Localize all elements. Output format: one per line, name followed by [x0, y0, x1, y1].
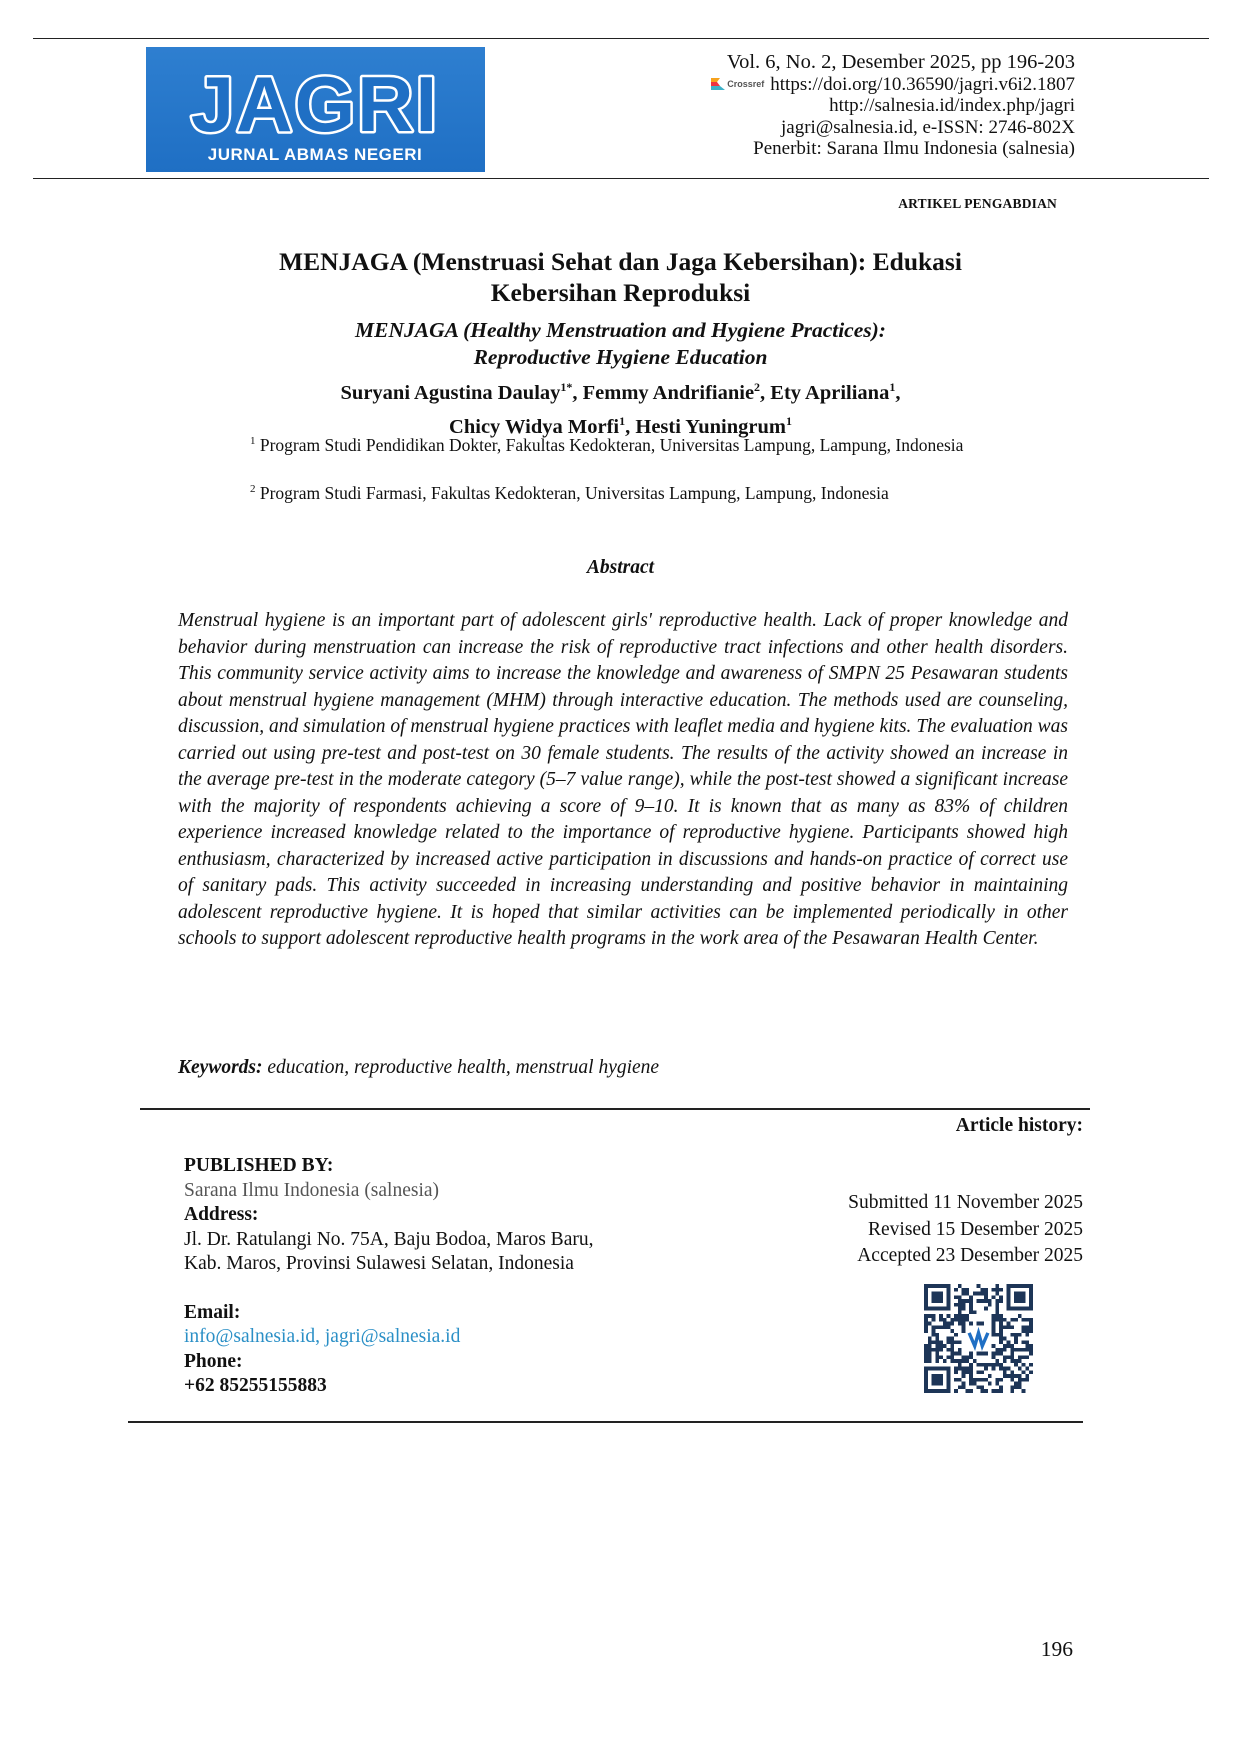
jagri-logo [146, 47, 485, 172]
abstract-heading: Abstract [586, 557, 655, 578]
article-subtitle [0, 317, 1241, 371]
authors-line-2: Chicy Widya Morfi$^1$, Hesti Yuningrum$^1$ [449, 413, 792, 438]
info-top-rule [140, 1108, 1090, 1110]
address-line-2: Kab. Maros, Provinsi Sulawesi Selatan, Indonesia [184, 1253, 574, 1274]
accepted-date: Accepted 23 Desember 2025 [857, 1245, 1083, 1266]
email-value[interactable]: info@salnesia.id, jagri@salnesia.id [184, 1326, 461, 1347]
journal-url[interactable]: http://salnesia.id/index.php/jagri [829, 95, 1075, 116]
published-by-label: PUBLISHED BY: [184, 1155, 334, 1176]
doi-link[interactable]: https://doi.org/10.36590/jagri.v6i2.1807 [770, 73, 1075, 95]
crossref-badge [711, 74, 764, 96]
address-line-1: Jl. Dr. Ratulangi No. 75A, Baju Bodoa, Maros Baru, [184, 1228, 594, 1250]
phone-label: Phone: [184, 1350, 243, 1372]
affiliation-2 [250, 478, 1042, 504]
qr-code-image [924, 1284, 1033, 1393]
crossref-icon [711, 78, 725, 90]
doi-row [711, 74, 1075, 96]
author-name: Chicy Widya Morfi [449, 415, 620, 438]
keywords-value: education, reproductive health, menstrual hygiene [267, 1057, 660, 1078]
author-sup: 1 [785, 413, 792, 428]
qr-code [924, 1284, 1033, 1393]
journal-volume: Vol. 6, No. 2, Desember 2025, pp 196-203 [726, 51, 1075, 73]
keywords-label: Keywords: [178, 1057, 263, 1078]
author-sup: 1 [889, 380, 896, 394]
spacer [184, 1277, 593, 1301]
published-by-block [184, 1154, 593, 1399]
article-history-label: Article history: [955, 1115, 1083, 1136]
title-line-2: Kebersihan Reproduksi [490, 278, 751, 307]
author-sup: 1 [619, 413, 626, 428]
journal-publisher: Penerbit: Sarana Ilmu Indonesia (salnesia) [753, 138, 1075, 159]
article-type: ARTIKEL PENGABDIAN [898, 196, 1057, 211]
affiliation-number: 1 [250, 435, 256, 447]
affiliation-1 [250, 430, 1042, 456]
author-sup: 1* [560, 380, 573, 394]
affiliation-number: 2 [250, 483, 256, 495]
email-label: Email: [184, 1301, 241, 1323]
crossref-label: Crossref [727, 78, 765, 89]
journal-email-issn: jagri@salnesia.id, e-ISSN: 2746-802X [780, 116, 1075, 138]
affiliation-text: Program Studi Farmasi, Fakultas Kedokteran, Universitas Lampung, Lampung, Indonesia [259, 482, 889, 503]
article-title [0, 246, 1241, 308]
affiliation-text: Program Studi Pendidikan Dokter, Fakultas Kedokteran, Universitas Lampung, Lampung, Indonesia [259, 434, 964, 455]
logo-text: JAGRI [190, 60, 440, 148]
info-bottom-rule [128, 1421, 1083, 1423]
phone-value: +62 85255155883 [184, 1375, 327, 1396]
author-sup: 2 [754, 380, 761, 394]
journal-info [711, 52, 1075, 160]
article-dates [848, 1190, 1083, 1270]
authors-line-1: Suryani Agustina Daulay$^{1*}$, Femmy Andrifianie$^2$, Ety Apriliana$^1$, [340, 380, 901, 404]
logo-subtitle: JURNAL ABMAS NEGERI [207, 145, 423, 164]
submitted-date: Submitted 11 November 2025 [848, 1192, 1083, 1213]
address-label: Address: [184, 1204, 259, 1225]
revised-date: Revised 15 Desember 2025 [868, 1218, 1083, 1240]
keywords [178, 1057, 659, 1079]
subtitle-line-1: MENJAGA (Healthy Menstruation and Hygiene Practices): [355, 318, 886, 342]
header-top-rule [33, 38, 1209, 39]
title-line-1: MENJAGA (Menstruasi Sehat dan Jaga Kebersihan): Edukasi [279, 247, 962, 276]
subtitle-line-2: Reproductive Hygiene Education [473, 345, 768, 369]
author-name: Ety Apriliana [770, 381, 890, 404]
abstract-text: Menstrual hygiene is an important part of adolescent girls' reproductive health. Lack of proper knowledge and behavior during menstruation can increase the risk of reproductive tract infections and other health disorders. This community service activity aims to increase the knowledge and awareness of SMPN 25 Pesawaran students about menstrual hygiene management (MHM) through interactive education. The methods used are counseling, discussion, and simulation of menstrual hygiene practices with leaflet media and hygiene kits. The evaluation was carried out using pre-test and post-test on 30 female students. The results of the activity showed an increase in the average pre-test in the moderate category (5–7 value range), while the post-test showed a significant increase with the majority of respondents achieving a score of 9–10. It is known that as many as 83% of children experience increased knowledge related to the importance of reproductive hygiene. Participants showed high enthusiasm, characterized by increased active participation in discussions and hands-on practice of correct use of sanitary pads. This activity succeeded in increasing understanding and positive behavior in maintaining adolescent reproductive hygiene. It is hoped that similar activities can be implemented periodically in other schools to support adolescent reproductive health programs in the work area of the Pesawaran Health Center. [178, 610, 1068, 949]
page-number: 196 [1040, 1637, 1073, 1661]
author-name: Suryani Agustina Daulay [340, 381, 561, 404]
author-name: Hesti Yuningrum [635, 415, 786, 438]
publisher-name: Sarana Ilmu Indonesia (salnesia) [184, 1179, 440, 1201]
author-name: Femmy Andrifianie [582, 381, 755, 404]
header-bottom-rule [33, 178, 1209, 179]
